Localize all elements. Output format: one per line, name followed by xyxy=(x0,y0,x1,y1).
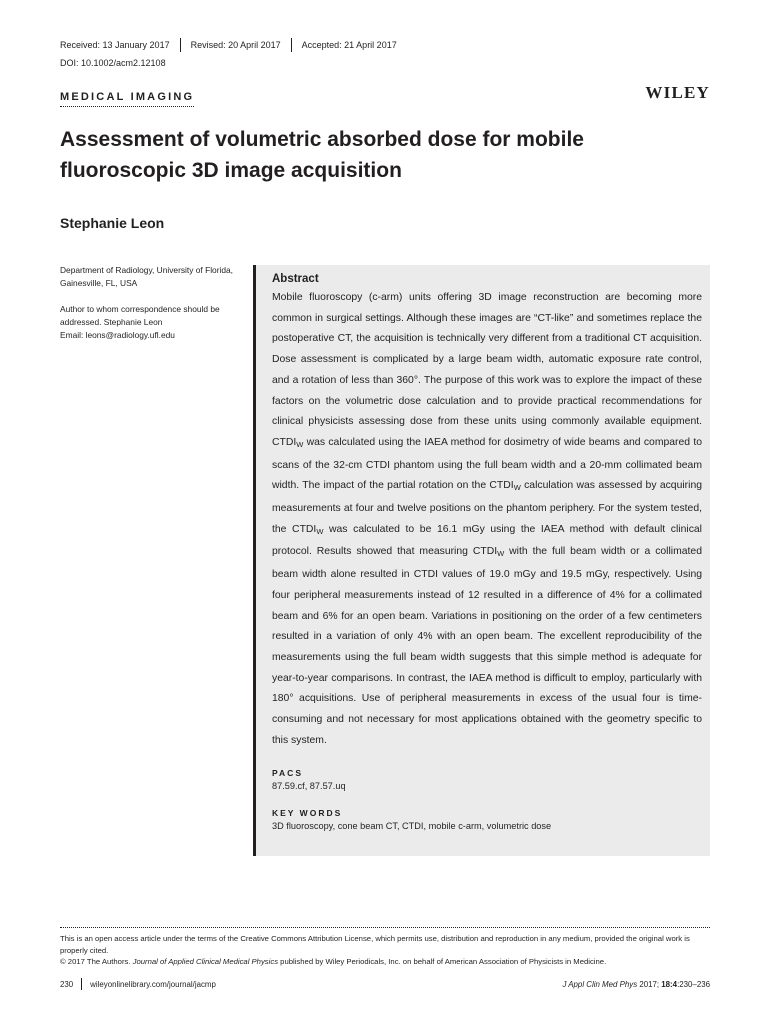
citation-journal: J Appl Clin Med Phys xyxy=(562,979,638,989)
section-label: MEDICAL IMAGING xyxy=(60,91,194,107)
abstract-heading: Abstract xyxy=(272,273,319,285)
citation xyxy=(562,980,710,989)
accepted-date: Accepted: 21 April 2017 xyxy=(301,40,397,50)
pacs-label: PACS xyxy=(272,768,303,779)
affiliation-block xyxy=(60,264,240,355)
publisher-logo: WILEY xyxy=(645,83,710,102)
citation-pages: :230–236 xyxy=(677,979,710,989)
abstract-part: was calculated to be 16.1 mGy using the IAEA method with default clinical protocol. Results showed that measuring CTDI xyxy=(272,523,702,558)
abstract-box xyxy=(253,265,710,856)
footnote-divider xyxy=(60,927,710,928)
abstract-part: with the full beam width or a collimated beam width alone resulted in CTDI values of 19.0 mGy and 19.5 mGy, respectively. Using four peripheral measurements instead of 12 resulted in a difference of 4% for a collimated beam and 6% for an open beam. Variations in positioning on the order of a few centimeters resulted in a variation of only 4% with an open beam. The excellent reproducibility of the measurements using the full beam width suggests that this simple method is adequate for year-to-year comparisons. In contrast, the IAEA method is difficult to employ, particularly with 180° acquisitions. Use of peripheral measurements in excess of the usual four is time-consuming and not necessary for most applications obtained with the geometry specific to this system. xyxy=(272,546,702,746)
correspondence-note: Author to whom correspondence should be addressed. Stephanie Leon xyxy=(60,304,220,327)
subscript: W xyxy=(316,526,324,536)
citation-volume: 18:4 xyxy=(661,979,678,989)
author-name[interactable]: Stephanie Leon xyxy=(60,215,165,231)
keywords: 3D fluoroscopy, cone beam CT, CTDI, mobile c-arm, volumetric dose xyxy=(272,821,552,832)
subscript: W xyxy=(296,439,304,449)
pacs-codes: 87.59.cf, 87.57.uq xyxy=(272,781,346,792)
doi[interactable]: DOI: 10.1002/acm2.12108 xyxy=(60,58,166,68)
abstract-part: calculation was assessed by acquiring measurements at four and twelve positions on the phantom periphery. For the system tested, the CTDI xyxy=(272,480,703,535)
department: Department of Radiology, University of Florida, Gainesville, FL, USA xyxy=(60,265,233,288)
keywords-label: KEY WORDS xyxy=(272,808,343,819)
footer-divider xyxy=(81,978,82,990)
abstract-part: was calculated using the IAEA method for dosimetry of wide beams and compared to scans of the 32-cm CTDI phantom using the full beam width and a 20-mm collimated beam width. The impact of the partial rotation on the CTDI xyxy=(272,436,702,492)
date-divider xyxy=(291,38,292,52)
page-number: 230 xyxy=(60,979,74,989)
subscript: W xyxy=(497,549,505,559)
subscript: W xyxy=(513,483,521,493)
license-note: This is an open access article under the terms of the Creative Commons Attribution License, which permits use, distribution and reproduction in any medium, provided the original work is properly cited. xyxy=(60,934,690,955)
journal-url[interactable]: wileyonlinelibrary.com/journal/jacmp xyxy=(90,979,216,989)
footnote xyxy=(60,933,710,968)
page-footer xyxy=(60,978,710,990)
correspondence xyxy=(60,303,240,342)
email[interactable]: Email: leons@radiology.ufl.edu xyxy=(60,330,175,340)
copyright-post: published by Wiley Periodicals, Inc. on behalf of American Association of Physicists in Medicine. xyxy=(278,957,607,967)
date-divider xyxy=(180,38,181,52)
article-dates xyxy=(60,38,397,52)
abstract-text xyxy=(272,288,702,751)
journal-name: Journal of Applied Clinical Medical Physics xyxy=(132,957,279,967)
citation-year: 2017; xyxy=(637,979,662,989)
received-date: Received: 13 January 2017 xyxy=(60,40,170,50)
abstract-part: Mobile fluoroscopy (c-arm) units offering 3D image reconstruction are becoming more common in surgical settings. Although these images are “CT-like” and sometimes replace the postoperative CT, the acquisition is technically very different from a traditional CT acquisition. Dose assessment is complicated by a large beam width, automatic exposure rate control, and a rotation of less than 360°. The purpose of this work was to explore the impact of these factors on the volumetric dose calculation and to provide practical recommendations for clinical physicists assessing dose from these units using commonly available equipment. CTDI xyxy=(272,292,702,448)
article-title: Assessment of volumetric absorbed dose for mobile fluoroscopic 3D image acquisition xyxy=(60,128,584,182)
copyright-pre: © 2017 The Authors. xyxy=(60,957,133,967)
revised-date: Revised: 20 April 2017 xyxy=(190,40,281,50)
copyright-note xyxy=(60,956,710,968)
